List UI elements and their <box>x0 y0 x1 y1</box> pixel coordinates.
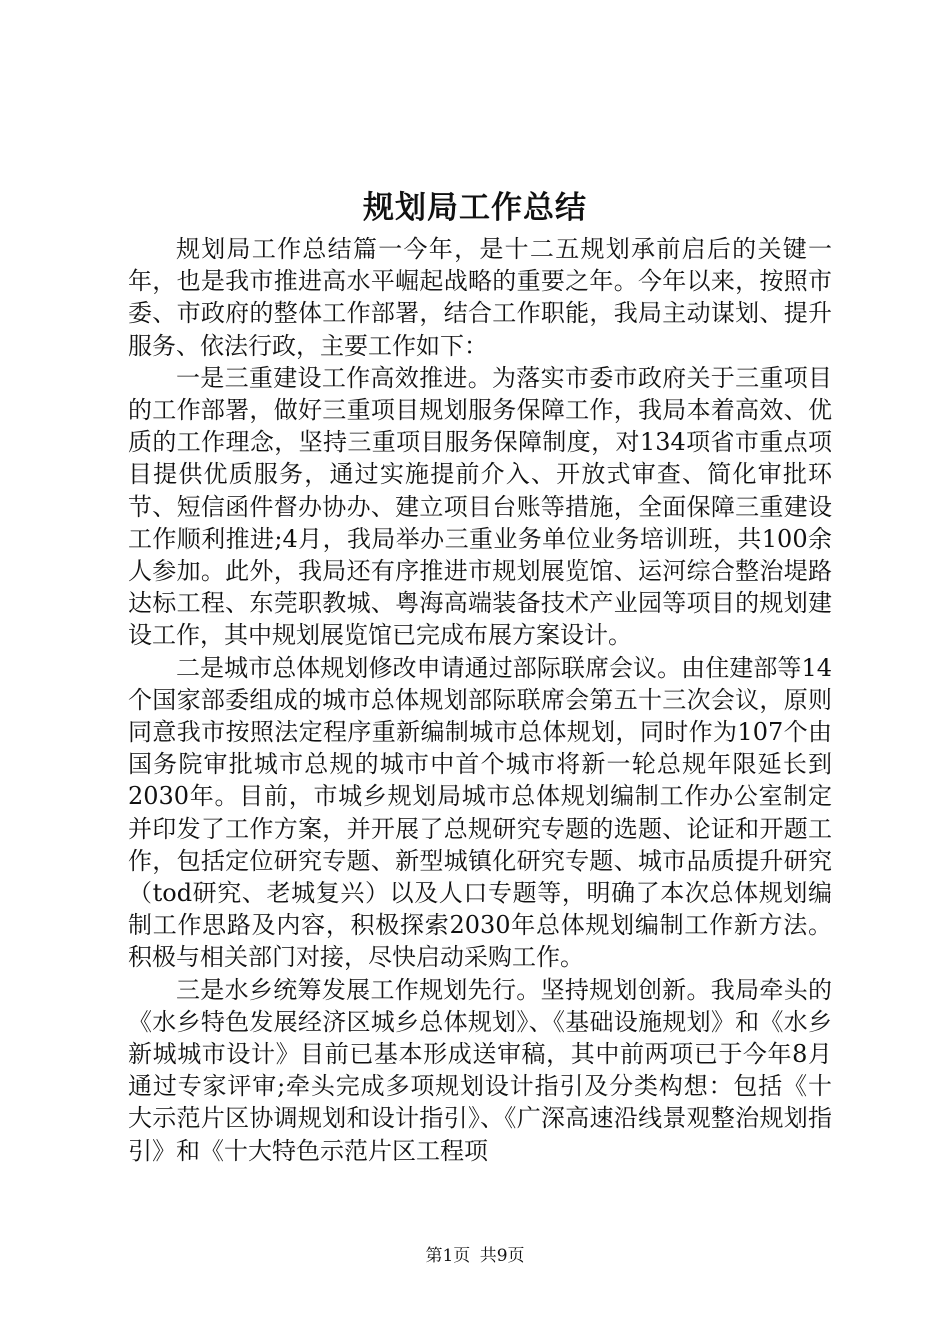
page-number: 第1页 <box>425 1246 471 1266</box>
document-body <box>128 233 832 1167</box>
paragraph-intro: 规划局工作总结篇一今年，是十二五规划承前启后的关键一年，也是我市推进高水平崛起战略的重要之年。今年以来，按照市委、市政府的整体工作部署，结合工作职能，我局主动谋划、提升服务、依法行政，主要工作如下： <box>128 235 832 360</box>
paragraph-section-2: 二是城市总体规划修改申请通过部际联席会议。由住建部等14个国家部委组成的城市总体规划部际联席会第五十三次会议，原则同意我市按照法定程序重新编制城市总体规划，同时作为107个由国务院审批城市总规的城市中首个城市将新一轮总规年限延长到2030年。目前，市城乡规划局城市总体规划编制工作办公室制定并印发了工作方案，并开展了总规研究专题的选题、论证和开题工作，包括定位研究专题、新型城镇化研究专题、城市品质提升研究（tod研究、老城复兴）以及人口专题等，明确了本次总体规划编制工作思路及内容，积极探索2030年总体规划编制工作新方法。积极与相关部门对接，尽快启动采购工作。 <box>128 653 832 972</box>
paragraph-section-3: 三是水乡统筹发展工作规划先行。坚持规划创新。我局牵头的《水乡特色发展经济区城乡总体规划》、《基础设施规划》和《水乡新城城市设计》目前已基本形成送审稿，其中前两项已于今年8月通过专家评审;牵头完成多项规划设计指引及分类构想：包括《十大示范片区协调规划和设计指引》、《广深高速沿线景观整治规划指引》和《十大特色示范片区工程项 <box>128 975 832 1165</box>
document-title: 规划局工作总结 <box>363 190 587 226</box>
paragraph-section-1: 一是三重建设工作高效推进。为落实市委市政府关于三重项目的工作部署，做好三重项目规划服务保障工作，我局本着高效、优质的工作理念，坚持三重项目服务保障制度，对134项省市重点项目提供优质服务，通过实施提前介入、开放式审查、简化审批环节、短信函件督办协办、建立项目台账等措施，全面保障三重建设工作顺利推进;4月，我局举办三重业务单位业务培训班，共100余人参加。此外，我局还有序推进市规划展览馆、运河综合整治堤路达标工程、东莞职教城、粤海高端装备技术产业园等项目的规划建设工作，其中规划展览馆已完成布展方案设计。 <box>128 363 832 650</box>
page-total: 共9页 <box>479 1246 525 1266</box>
page-footer <box>0 1244 950 1268</box>
